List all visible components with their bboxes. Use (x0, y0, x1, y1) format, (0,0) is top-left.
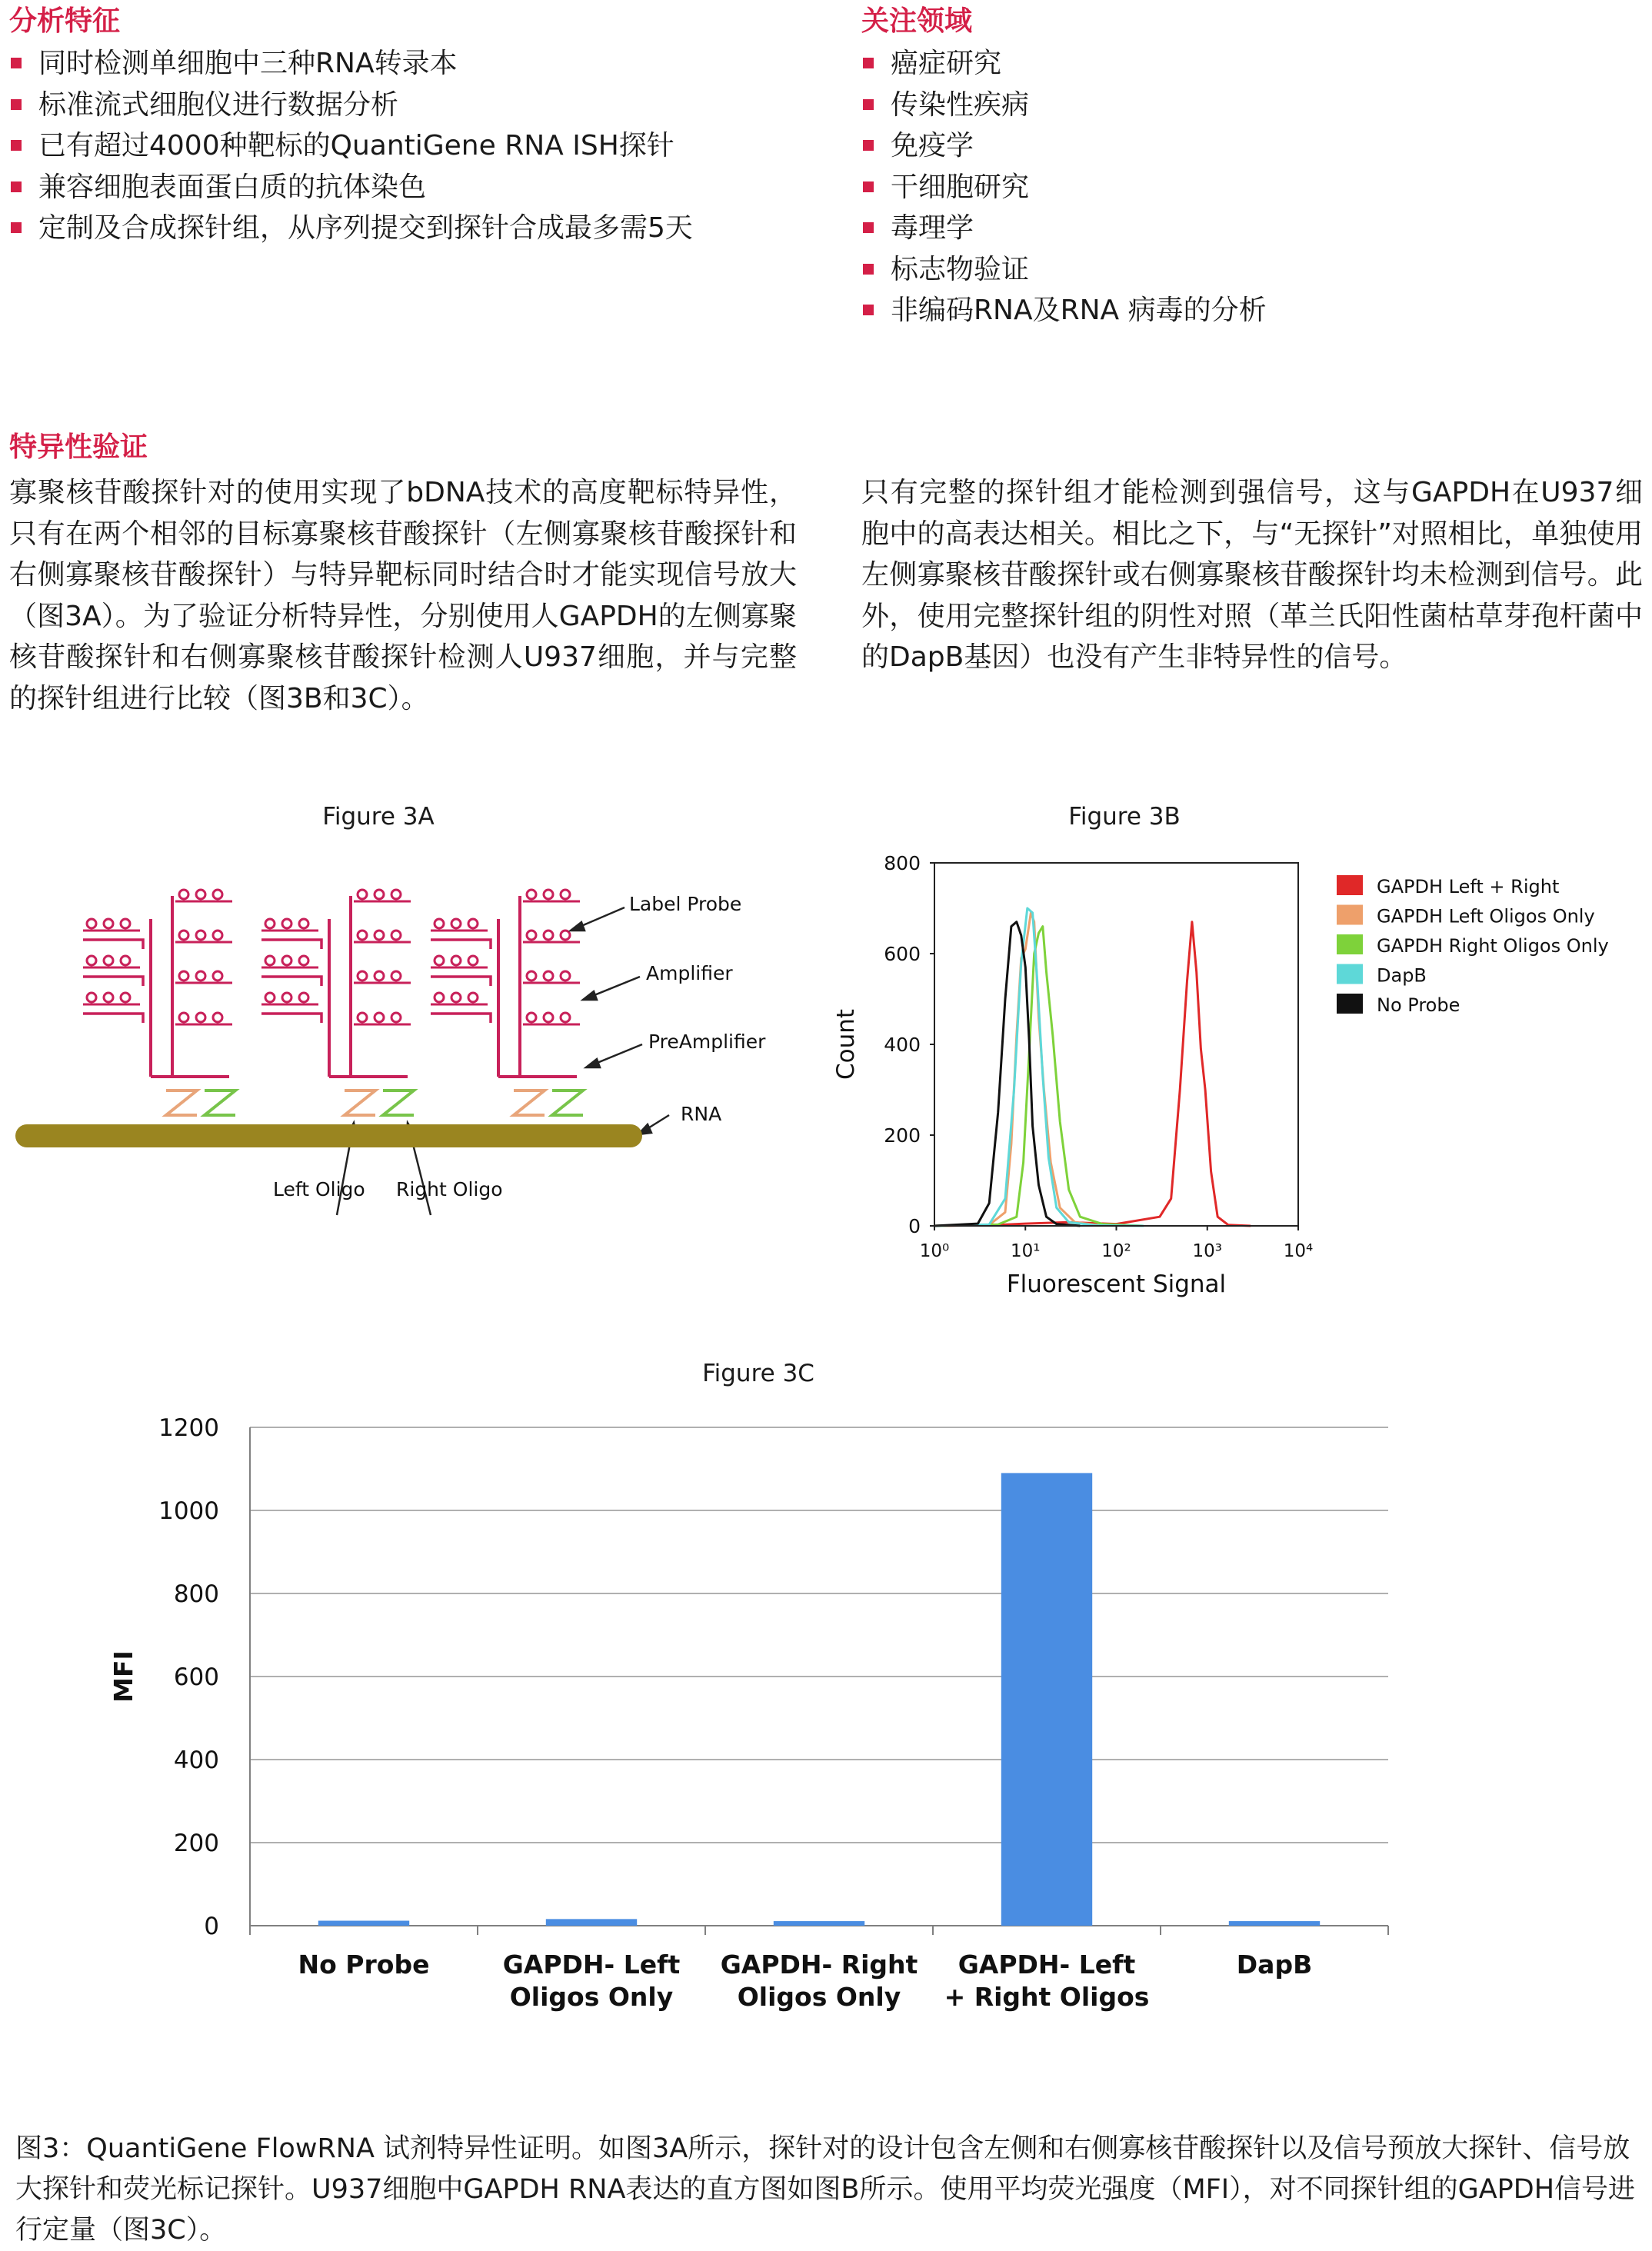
legend-label: GAPDH Left + Right (1377, 876, 1560, 897)
category-label: DapB (1236, 1950, 1313, 1980)
y-tick-label: 0 (204, 1913, 219, 1940)
x-axis-label: Fluorescent Signal (1006, 1270, 1227, 1298)
y-tick-label: 1000 (158, 1497, 219, 1525)
category-label: Oligos Only (509, 1982, 674, 2012)
fig3b-histogram (815, 846, 1652, 1315)
annotation-arrows (337, 907, 669, 1215)
label-probe-mark (431, 919, 488, 931)
label-probe-label: Label Probe (629, 893, 742, 915)
plot-frame (934, 863, 1298, 1226)
preamplifier-label: PreAmplifier (648, 1031, 766, 1053)
focus-list (861, 43, 1630, 331)
list-item: 毒理学 (861, 208, 1630, 249)
list-item: 传染性疾病 (861, 85, 1630, 126)
label-probe-mark (175, 890, 232, 901)
fig3b-title: Figure 3B (1068, 803, 1181, 831)
bar (318, 1921, 409, 1926)
legend-swatch (1337, 964, 1363, 984)
label-probe-mark (83, 956, 140, 967)
focus-title: 关注领域 (861, 5, 973, 37)
y-tick-label: 800 (173, 1580, 219, 1608)
list-item: 免疫学 (861, 125, 1630, 167)
label-probe-mark (175, 1013, 232, 1024)
legend-swatch (1337, 875, 1363, 895)
list-item: 癌症研究 (861, 43, 1630, 85)
legend-swatch (1337, 994, 1363, 1014)
label-probe-mark (354, 931, 411, 942)
specificity-title: 特异性验证 (9, 431, 148, 463)
label-probe-mark (354, 1013, 411, 1024)
bar (774, 1921, 864, 1926)
fig3a-diagram (0, 846, 831, 1230)
probe-tree (431, 890, 583, 1115)
list-item: 兼容细胞表面蛋白质的抗体染色 (9, 167, 840, 208)
legend-swatch (1337, 934, 1363, 954)
x-tick-label: 10² (1101, 1241, 1131, 1261)
category-label: GAPDH- Left (958, 1950, 1136, 1980)
right-oligo-mark (383, 1091, 414, 1115)
list-item: 已有超过4000种靶标的QuantiGene RNA ISH探针 (9, 125, 840, 167)
category-label: Oligos Only (737, 1982, 901, 2012)
category-label: GAPDH- Left (502, 1950, 681, 1980)
label-probe-mark (523, 1013, 580, 1024)
legend-label: DapB (1377, 964, 1427, 987)
y-tick-label: 600 (173, 1663, 219, 1691)
features-title: 分析特征 (9, 5, 121, 37)
amplifier-label: Amplifier (646, 962, 733, 984)
series-line-0 (934, 922, 1251, 1226)
left-oligo-mark (514, 1091, 545, 1115)
x-tick-label: 10⁴ (1283, 1241, 1314, 1261)
y-tick-label: 400 (884, 1034, 921, 1056)
rna-label: RNA (681, 1103, 722, 1125)
label-probe-mark (431, 993, 488, 1004)
y-axis-label: Count (832, 1008, 860, 1081)
right-oligo-label: Right Oligo (396, 1178, 503, 1200)
label-probe-mark (83, 919, 140, 931)
list-item: 同时检测单细胞中三种RNA转录本 (9, 43, 840, 85)
category-label: No Probe (298, 1950, 430, 1980)
list-item: 非编码RNA及RNA 病毒的分析 (861, 290, 1630, 331)
fig3a-title: Figure 3A (322, 803, 435, 831)
probe-tree (83, 890, 235, 1115)
right-oligo-mark (205, 1091, 235, 1115)
left-oligo-mark (345, 1091, 375, 1115)
y-tick-label: 600 (884, 943, 921, 965)
y-axis-label: MFI (108, 1650, 138, 1703)
bar (546, 1919, 637, 1926)
label-probe-mark (83, 993, 140, 1004)
label-probe-mark (354, 971, 411, 983)
right-oligo-mark (552, 1091, 583, 1115)
fig3c-title: Figure 3C (702, 1360, 814, 1387)
label-probe-mark (523, 971, 580, 983)
features-list (9, 43, 840, 249)
legend-label: GAPDH Right Oligos Only (1377, 935, 1609, 957)
legend-label: No Probe (1377, 994, 1460, 1016)
rna-strand (15, 1124, 642, 1147)
label-probe-mark (354, 890, 411, 901)
left-oligo-label: Left Oligo (273, 1178, 365, 1200)
fig3c-bar-chart (77, 1400, 1415, 2030)
list-item: 定制及合成探针组，从序列提交到探针合成最多需5天 (9, 208, 840, 249)
label-probe-mark (431, 956, 488, 967)
y-tick-label: 800 (884, 852, 921, 874)
label-probe-mark (175, 931, 232, 942)
label-probe-mark (175, 971, 232, 983)
y-tick-label: 400 (173, 1747, 219, 1774)
left-oligo-mark (166, 1091, 197, 1115)
list-item: 标志物验证 (861, 249, 1630, 291)
y-tick-label: 1200 (158, 1414, 219, 1442)
x-tick-label: 10³ (1192, 1241, 1222, 1261)
label-probe-mark (523, 890, 580, 901)
figure-caption: 图3：QuantiGene FlowRNA 试剂特异性证明。如图3A所示，探针对的设计包含左侧和右侧寡核苷酸探针以及信号预放大探针、信号放大探针和荧光标记探针。U937细胞中GAPDH RNA表达的直方图如图B所示。使用平均荧光强度（MFI），对不同探针组的GAPDH信号进行定量（图3C）。 (15, 2133, 1636, 2246)
specificity-left-paragraph: 寡聚核苷酸探针对的使用实现了bDNA技术的高度靶标特异性，只有在两个相邻的目标寡聚核苷酸探针（左侧寡聚核苷酸探针和右侧寡聚核苷酸探针）与特异靶标同时结合时才能实现信号放大（图3A）。为了验证分析特异性，分别使用人GAPDH的左侧寡聚核苷酸探针和右侧寡聚核苷酸探针检测人U937细胞，并与完整的探针组进行比较（图3B和3C）。 (9, 477, 797, 714)
list-item: 干细胞研究 (861, 167, 1630, 208)
bar (1001, 1473, 1092, 1926)
y-tick-label: 0 (908, 1215, 921, 1237)
category-label: + Right Oligos (944, 1982, 1150, 2012)
legend-swatch (1337, 905, 1363, 925)
label-probe-mark (523, 931, 580, 942)
y-tick-label: 200 (884, 1124, 921, 1147)
probe-tree (261, 890, 414, 1115)
label-probe-mark (261, 993, 318, 1004)
y-tick-label: 200 (173, 1830, 219, 1857)
label-probe-mark (261, 919, 318, 931)
list-item: 标准流式细胞仪进行数据分析 (9, 85, 840, 126)
bar (1229, 1921, 1320, 1926)
label-probe-mark (261, 956, 318, 967)
x-tick-label: 10⁰ (919, 1241, 950, 1261)
category-label: GAPDH- Right (720, 1950, 918, 1980)
x-tick-label: 10¹ (1011, 1241, 1041, 1261)
specificity-right-paragraph: 只有完整的探针组才能检测到强信号，这与GAPDH在U937细胞中的高表达相关。相比之下，与“无探针”对照相比，单独使用左侧寡聚核苷酸探针或右侧寡聚核苷酸探针均未检测到信号。此外，使用完整探针组的阴性对照（革兰氏阳性菌枯草芽孢杆菌中的DapB基因）也没有产生非特异性的信号。 (861, 477, 1643, 673)
legend-label: GAPDH Left Oligos Only (1377, 905, 1595, 927)
